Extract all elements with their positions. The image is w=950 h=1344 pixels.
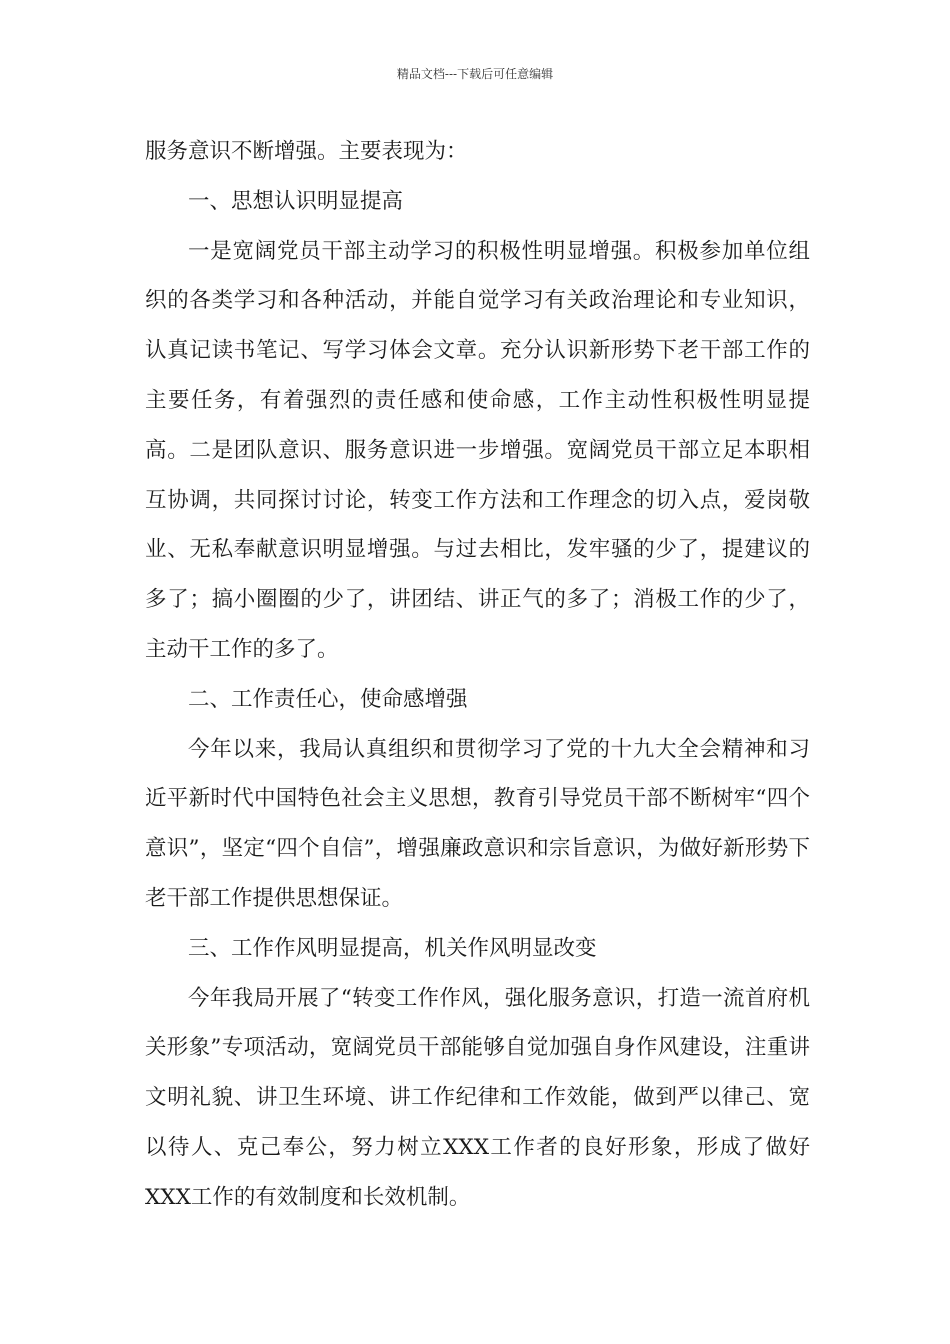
section-heading-3: 三、工作作风明显提高，机关作风明显改变 <box>188 935 597 961</box>
section-heading-1: 一、思想认识明显提高 <box>188 188 404 214</box>
paragraph-section-1: 一是宽阔党员干部主动学习的积极性明显增强。积极参加单位组织的各类学习和各种活动，并能自觉学习有关政治理论和专业知识，认真记读书笔记、写学习体会文章。充分认识新形势下老干部工作的主要任务，有着强烈的责任感和使命感，工作主动性积极性明显提高。二是团队意识、服务意识进一步增强。宽阔党员干部立足本职相互协调，共同探讨讨论，转变工作方法和工作理念的切入点，爱岗敬业、无私奉献意识明显增强。与过去相比，发牢骚的少了，提建议的多了；搞小圈圈的少了，讲团结、讲正气的多了；消极工作的少了，主动干工作的多了。 <box>145 238 810 662</box>
paragraph-section-2: 今年以来，我局认真组织和贯彻学习了党的十九大全会精神和习近平新时代中国特色社会主义思想，教育引导党员干部不断树牢“四个意识”，坚定“四个自信”，增强廉政意识和宗旨意识，为做好新形势下老干部工作提供思想保证。 <box>145 736 810 911</box>
paragraph-section-3: 今年我局开展了“转变工作作风，强化服务意识，打造一流首府机关形象”专项活动，宽阔党员干部能够自觉加强自身作风建设，注重讲文明礼貌、讲卫生环境、讲工作纪律和工作效能，做到严以律己、宽以待人、克己奉公，努力树立XXX工作者的良好形象，形成了做好XXX工作的有效制度和长效机制。 <box>145 985 810 1210</box>
paragraph-intro: 服务意识不断增强。主要表现为： <box>145 139 468 164</box>
page-header: 精品文档---下载后可任意编辑 <box>396 67 554 81</box>
document-body <box>145 127 810 1223</box>
section-heading-2: 二、工作责任心，使命感增强 <box>188 686 468 712</box>
